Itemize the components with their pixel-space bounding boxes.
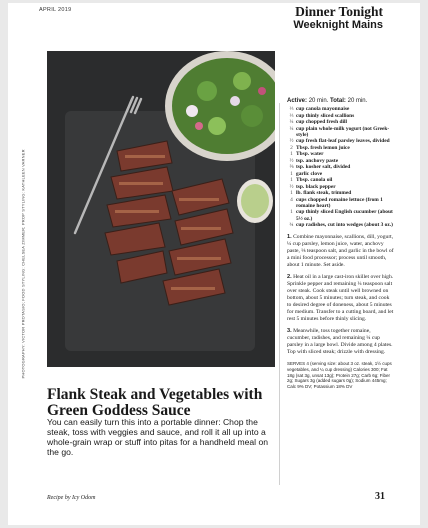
issue-date: APRIL 2019 [39, 7, 72, 13]
nutrition-info: SERVES 4 (serving size: about 3 oz. steak, 1½ cups vegetables, and ¼ cup dressing) Calories 300; Fat 18g (sat 3g, unsat 13g); Protein 27g; Carb 6g; Fiber 2g; Sugars 3g (added sugars 0g); Sodium 445mg; Calc 9% DV; Potassium 18% DV [287, 361, 392, 389]
ingredient-text: cups chopped romaine lettuce (from 1 romaine heart) [296, 196, 383, 209]
food-photo-illustration [47, 51, 275, 367]
ingredient-text: cup radishes, cut into wedges (about 3 oz.) [296, 222, 393, 229]
ingredient-text: tsp. kosher salt, divided [296, 164, 351, 171]
recipe-column [287, 98, 395, 389]
ingredient-amount: ½ [289, 138, 294, 145]
active-label: Active: [287, 98, 308, 104]
ingredient-list [287, 106, 395, 228]
ingredient-amount: 1 [290, 170, 293, 177]
ingredient-amount: 4 [290, 196, 293, 203]
recipe-step [287, 274, 395, 323]
total-time: 20 min. [347, 98, 368, 104]
active-time: 20 min. [308, 98, 329, 104]
page-number: 31 [375, 491, 385, 502]
ingredient-amount: ¼ [289, 125, 294, 132]
recipe-headline: Flank Steak and Vegetables with Green Goddess Sauce [47, 386, 263, 419]
ingredient-amount: ½ [289, 157, 294, 164]
ingredient-item [287, 190, 395, 196]
column-divider [279, 103, 280, 485]
step-number: 3. [287, 328, 292, 335]
ingredient-text: Tbsp. water [296, 151, 324, 158]
ingredient-item [287, 126, 395, 138]
recipe-step [287, 234, 395, 269]
byline: Recipe by Icy Odom [47, 495, 96, 501]
ingredient-text: Tbsp. fresh lemon juice [296, 144, 350, 151]
step-text: Heat oil in a large cast-iron skillet over high. Sprinkle pepper and remaining ¼ teaspoon salt over steak. Cook steak until well browned on bottom, about 5 minutes; turn steak, and cook to desired degree of doneness, about 5 minutes for medium. Transfer to a cutting board, and let rest 5 minutes before thinly slicing. [287, 274, 394, 323]
ingredient-amount: 1 [290, 209, 293, 216]
section-subtitle: Weeknight Mains [293, 19, 383, 31]
recipe-step [287, 328, 395, 356]
ingredient-amount: ⅓ [289, 106, 294, 112]
ingredient-amount: ⅝ [289, 164, 294, 171]
ingredient-item [287, 164, 395, 170]
ingredient-item [287, 197, 395, 209]
ingredient-text: cup plain whole-milk yogurt (not Greek-style) [296, 125, 390, 138]
ingredient-item [287, 184, 395, 190]
ingredient-item [287, 209, 395, 221]
ingredient-amount: 1 [290, 190, 293, 197]
recipe-time [287, 98, 395, 104]
food-photo [47, 51, 275, 367]
ingredient-item [287, 113, 395, 119]
ingredient-text: cup chopped fresh dill [296, 119, 347, 125]
step-number: 2. [287, 274, 292, 281]
ingredient-text: cup thinly sliced English cucumber (about 5½ oz.) [296, 209, 393, 222]
step-text: Combine mayonnaise, scallions, dill, yogurt, ¼ cup parsley, lemon juice, water, anchovy paste, ⅛ teaspoon salt, and garlic in the bowl of a mini food processor; process until smooth, about 1 minute. Set aside. [287, 234, 394, 269]
ingredient-item [287, 106, 395, 112]
section-title: Dinner Tonight [295, 4, 383, 19]
step-number: 1. [287, 234, 292, 241]
ingredient-amount: 2 [290, 144, 293, 151]
ingredient-item [287, 119, 395, 125]
ingredient-text: garlic clove [296, 170, 323, 177]
ingredient-text: lb. flank steak, trimmed [296, 190, 352, 197]
ingredient-amount: ⅓ [289, 112, 294, 119]
photo-credits [16, 113, 24, 383]
ingredient-item [287, 171, 395, 177]
ingredient-item [287, 158, 395, 164]
ingredient-text: cup canola mayonnaise [296, 106, 350, 112]
ingredient-text: cup thinly sliced scallions [296, 112, 355, 119]
ingredient-item [287, 177, 395, 183]
ingredient-text: tsp. anchovy paste [296, 157, 339, 164]
ingredient-amount: ½ [289, 183, 294, 190]
ingredient-amount: ¾ [289, 222, 294, 229]
step-text: Meanwhile, toss together romaine, cucumber, radishes, and remaining ¼ cup parsley in a large bowl. Divide among 4 plates. Top with sliced steak; drizzle with dressing. [287, 328, 393, 356]
ingredient-item [287, 145, 395, 151]
total-label: Total: [330, 98, 346, 104]
ingredient-text: Tbsp. canola oil [296, 177, 333, 184]
ingredient-item [287, 151, 395, 157]
magazine-page [8, 3, 420, 525]
ingredient-amount: ¼ [289, 119, 294, 125]
ingredient-item [287, 138, 395, 144]
recipe-steps [287, 234, 395, 356]
ingredient-amount: 1 [290, 177, 293, 184]
ingredient-item [287, 222, 395, 228]
photo-credits-text: PHOTOGRAPHY: VICTOR PROTASIO; FOOD STYLING: CHELSEA ZIMMER; PROP STYLING: KATHLEEN VARNER [20, 149, 26, 379]
ingredient-text: cup fresh flat-leaf parsley leaves, divided [296, 138, 390, 145]
recipe-dek: You can easily turn this into a portable dinner: Chop the steak, toss with veggies and sauce, and roll it all up into a whole-grain wrap or stuff into pitas for a handheld meal on the go. [47, 417, 269, 457]
ingredient-amount: 1 [290, 151, 293, 158]
section-header [293, 4, 383, 32]
ingredient-text: tsp. black pepper [296, 183, 336, 190]
